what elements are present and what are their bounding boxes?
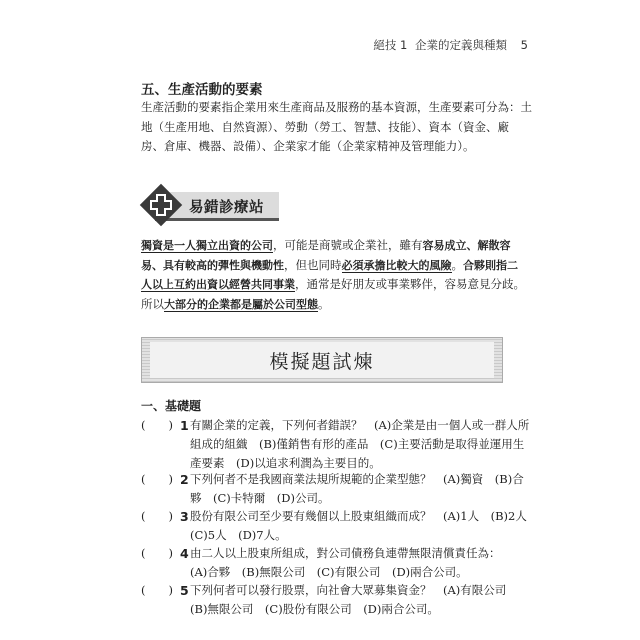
question-line: 組成的組織 (B)僅銷售有形的產品 (C)主要活動是取得並運用生 — [190, 437, 525, 451]
emphasis-text: 必須承擔比較大的風險 — [341, 258, 452, 272]
banner-title: 模擬題試煉 — [269, 351, 375, 373]
answer-blank[interactable]: ( ) — [141, 509, 173, 523]
body-text: 所以 — [141, 296, 164, 311]
question-item — [141, 581, 506, 619]
answer-blank[interactable]: ( ) — [141, 546, 173, 560]
question-line: 有關企業的定義，下列何者錯誤？ (A)企業是由一個人或一群人所 — [190, 418, 530, 432]
question-line: 夥 (C)卡特爾 (D)公司。 — [190, 491, 330, 505]
chapter-label: 絕技 1 — [373, 38, 408, 52]
question-item — [141, 544, 506, 582]
emphasis-text: 人以上互約出資以經營共同事業 — [141, 278, 295, 291]
paragraph-line — [141, 256, 518, 276]
emphasis-text: 容易成立、解散容 — [422, 239, 511, 252]
question-text — [190, 470, 524, 508]
body-text: ，可能是商號或企業社，雖有 — [273, 238, 423, 252]
medical-cross-icon — [149, 193, 173, 217]
error-clinic-paragraph — [141, 236, 525, 314]
question-line: (A)合夥 (B)無限公司 (C)有限公司 (D)兩合公司。 — [190, 565, 468, 579]
question-line: (C)5人 (D)7人。 — [190, 528, 287, 542]
practice-banner — [141, 337, 503, 383]
answer-blank[interactable]: ( ) — [141, 583, 173, 597]
emphasis-text: 合夥則指二 — [463, 258, 518, 272]
body-text: 。 — [318, 296, 330, 311]
section-paragraph — [141, 98, 532, 157]
subsection-title: 一、基礎題 — [141, 399, 202, 413]
body-text: ，通常是好朋友或事業夥伴，容易意見分歧。 — [295, 277, 525, 291]
chapter-title: 企業的定義與種類 — [415, 38, 508, 52]
question-line: 下列何者不是我國商業法規所規範的企業型態？ (A)獨資 (B)合 — [190, 472, 524, 486]
emphasis-text: 易、具有較高的彈性與機動性 — [141, 258, 284, 272]
emphasis-text: 大部分的企業都是屬於公司型態 — [164, 297, 318, 311]
section-title: 五、生產活動的要素 — [141, 82, 263, 98]
question-text — [190, 544, 506, 582]
error-clinic-badge — [141, 184, 281, 226]
question-line: 由二人以上股東所組成，對公司債務負連帶無限清償責任為： — [190, 546, 501, 560]
question-item — [141, 507, 527, 545]
question-item — [141, 470, 524, 508]
paragraph-line — [141, 236, 511, 256]
paragraph-line — [141, 275, 525, 295]
answer-blank[interactable]: ( ) — [141, 472, 173, 486]
paragraph-line: 生產活動的要素指企業用來生產商品及服務的基本資源，生產要素可分為：土 — [141, 100, 532, 114]
question-text — [190, 507, 527, 545]
paragraph-line: 地（生產用地、自然資源）、勞動（勞工、智慧、技能）、資本（資金、廠 — [141, 119, 509, 134]
answer-blank[interactable]: ( ) — [141, 418, 173, 432]
error-clinic-label: 易錯診療站 — [189, 200, 264, 216]
question-item — [141, 416, 530, 473]
question-number: 3 — [180, 509, 189, 524]
question-number: 4 — [180, 546, 189, 561]
body-text: ，但也同時 — [284, 257, 342, 272]
emphasis-text: 獨資是一人獨立出資的公司 — [141, 239, 273, 252]
question-number: 1 — [180, 418, 189, 433]
question-line: (B)無限公司 (C)股份有限公司 (D)兩合公司。 — [190, 602, 439, 616]
question-line: 股份有限公司至少要有幾個以上股東組織而成？ (A)1人 (B)2人 — [190, 509, 527, 523]
paragraph-line: 房、倉庫、機器、設備）、企業家才能（企業家精神及管理能力）。 — [141, 139, 475, 153]
question-text — [190, 416, 530, 473]
question-text — [190, 581, 506, 619]
question-number: 5 — [180, 583, 189, 598]
question-number: 2 — [180, 472, 189, 487]
badge-underline — [155, 218, 279, 221]
body-text: 。 — [451, 257, 463, 272]
page-number: 5 — [520, 38, 528, 52]
running-header — [373, 37, 528, 53]
paragraph-line — [141, 295, 507, 315]
question-line: 產要素 (D)以追求利潤為主要目的。 — [190, 456, 381, 470]
question-line: 下列何者可以發行股票，向社會大眾募集資金？ (A)有限公司 — [190, 583, 507, 597]
